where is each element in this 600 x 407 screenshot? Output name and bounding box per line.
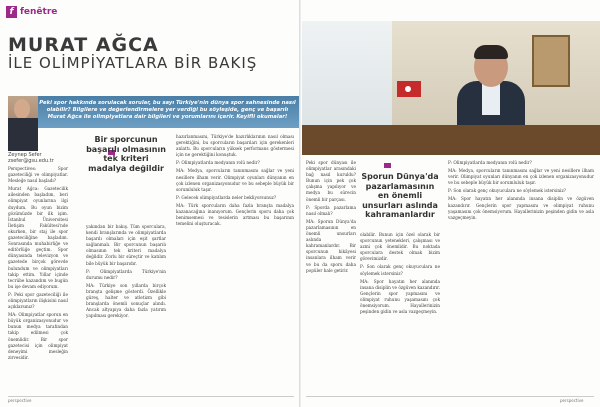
quote-mark-icon — [384, 163, 391, 168]
article-title: İLE OLİMPİYATLARA BİR BAKIŞ — [8, 54, 258, 72]
author-info — [8, 152, 54, 164]
text-column-2 — [86, 224, 166, 394]
pull-quote-left — [86, 135, 166, 173]
paragraph: MA: Medya, sporcuların tanınmasını sağlar ve yeni nesillere ilham verir. Olimpiyat oyunları dünyanın en çok izlenen organizasyonudur ve bu sebeple büyük bir sorumluluk taşır. — [448, 168, 594, 186]
paragraph: P: Gelecek olimpiyatlarda neler bekliyorsunuz? — [176, 194, 277, 200]
text-column-1 — [8, 166, 68, 394]
text-column-3 — [176, 134, 294, 394]
footer-rule-right — [306, 396, 594, 397]
paragraph: P: Sporda pazarlama nasıl olmalı? — [306, 204, 356, 216]
author-photo-head — [14, 99, 30, 119]
pull-quote-text: Bir sporcunun başarılı olmasının tek kriteri madalya değildir — [86, 135, 166, 173]
paragraph: Perspectives: Spor gazeteciliği ve olimpiyatlar. Mesleğe nasıl başladı? — [8, 166, 68, 184]
paragraph: P: Olimpiyatlarda medyanın rolü nedir? — [448, 160, 532, 165]
paragraph: Peki spor dünyası ile olimpiyatlar arasındaki bağ nasıl kuruldu? Bunun için pek çok çalışma yapılıyor ve medya bu sürecin önemli bir parçası. — [306, 160, 356, 202]
author-photo-suit — [8, 118, 38, 151]
author-name: Zeynep Sefer — [8, 152, 42, 158]
footer-right: perspective — [560, 398, 584, 403]
footer-left: perspective — [8, 398, 32, 403]
article-lead: Peki spor hakkında sorulacak sorular, bu sayı Türkiye'nin dünya spor sahnesinde nasıl olabilir? Bilgilere ve değerlendirmelere yer verdiği bu söyleşide, genç ve başarılı Murat Ağca ile olimpiyatlara dair bilgileri ve yorumlarını içerir. Keyifli okumalar! — [39, 100, 296, 120]
paragraph: P: Son olarak genç okuyuculara ne söylemek istersiniz? — [448, 188, 566, 194]
paragraph: P: Son olarak genç okuyuculara ne söylemek istersiniz? — [360, 264, 440, 276]
pull-quote-text: Sporun Dünya'da pazarlamasının en önemli unsurları aslında kahramanlardır — [361, 172, 439, 219]
paragraph: MA: Sporun Dünya'da pazarlamasının en önemli unsurları aslında kahramanlardır. Bir sporcunun hikâyesi insanlara ilham verir ve bu da sporu daha popüler hale getirir. — [306, 218, 356, 273]
footer-rule-left — [8, 396, 294, 397]
paragraph: MA: Spor hayatın her alanında insana disiplin ve özgüven kazandırır. Gençlerin spor yapmasını ve olimpiyat ruhunu yaşamasını çok önemsiyorum. Hayallerinizin peşinden gidin ve asla vazgeçmeyin. — [360, 278, 440, 315]
paragraph: Murat Ağca: Gazetecilik ailesinden başladım, beri olimpiyat oyunlarına ilgi duydum. Bu oyun bizim gözümüzde bir ilk işim. İstanbul Üniversitesi İletişim Fakültesi'nde okurken, bir staj ile spor gazeteciliğine başladım. Sonrasında muhabirliğe ve editörlüğe geçtim. Spor dünyasında televizyon ve gazetede birçok görevde bulundum ve olimpiyatları takip ettim. Yıllar içinde tecrübe kazandım ve bugün bu işe devam ediyorum. — [8, 186, 68, 289]
paragraph: P: Olimpiyatlarda Türkiye'nin durumu nedir? — [86, 268, 166, 280]
photo-wall-frame — [532, 35, 570, 87]
paragraph: P: Peki spor gazeteciliği ile olimpiyatların ilişkisini nasıl açıklarsınız? — [8, 291, 68, 310]
text-column-6 — [448, 160, 594, 394]
section-name: fenêtre — [20, 7, 58, 17]
brand-logo-icon: f — [6, 6, 17, 18]
paragraph: MA: Türk sporcuların daha fazla branşta madalya kazanacağına inanıyorum. Gençlerin sporu daha çok benimsemesi ve tesislerin artması bu başarının temelini oluşturacak. — [176, 202, 294, 227]
interview-photo — [302, 21, 600, 155]
magazine-brand — [6, 6, 57, 18]
article-name: MURAT AĞCA — [8, 34, 159, 56]
paragraph: P: Olimpiyatlarda medyanın rolü nedir? — [176, 160, 260, 166]
page-gutter — [299, 0, 301, 407]
paragraph: hazırlanmasını, Türkiye'de hazırlıklarının nasıl olması gerektiğini, bu sporcuların başarıları için gerekenleri anlattı. Bu sporcuların yüksek performans göstermesi için ne gerektiğini konuştuk. — [176, 134, 294, 158]
subject-hair — [474, 45, 508, 59]
pull-quote-right — [360, 172, 440, 220]
flag-icon — [397, 81, 421, 97]
paragraph: olabilir. Bunun için özel olarak bir sporcunun yetenekleri, çalışması ve azmi çok önemlidir. Bu noktada sporculara destek olmak bizim görevimizdir. — [360, 232, 440, 262]
author-photo — [8, 96, 38, 151]
text-column-4 — [306, 160, 356, 394]
text-column-5 — [360, 232, 440, 394]
paragraph: MA: Türkiye son yıllarda birçok branşta gelişme gösterdi. Özellikle güreş, halter ve atletizm gibi branşlarda önemli sonuçlar alındı. Ancak altyapıya daha fazla yatırım yapılması gerekiyor. — [86, 282, 166, 319]
paragraph: MA: Olimpiyatlar sporun en büyük organizasyonudur ve bunun medya tarafından takip edilmesi çok önemlidir. Bir spor gazetecisi için olimpiyat deneyimi mesleğin zirvesidir. — [8, 312, 68, 360]
paragraph: yakından bir bakış. Tüm sporculara, kendi branşlarında ve olimpiyatlarda başarılı olmaları için eşit şartlar sağlanmalı. Bir sporcunun başarılı olmasının tek kriteri madalya değildir. Zorlu bir süreçtir ve katılım bile büyük bir başarıdır. — [86, 224, 166, 266]
paragraph: MA: Medya, sporcuların tanınmasını sağlar ve yeni nesillere ilham verir. Olimpiyat oyunları dünyanın en çok izlenen organizasyonudur ve bu sebeple büyük bir sorumluluk taşır. — [176, 168, 294, 192]
paragraph: MA: Spor hayatın her alanında insana disiplin ve özgüven kazandırır. Gençlerin spor yapmasını ve olimpiyat ruhunu yaşamasını çok önemsiyorum. Hayallerinizin peşinden gidin ve asla vazgeçmeyin. — [448, 196, 594, 220]
author-meta: zsefer@gsu.edu.tr — [8, 158, 54, 164]
photo-desk — [302, 125, 600, 155]
